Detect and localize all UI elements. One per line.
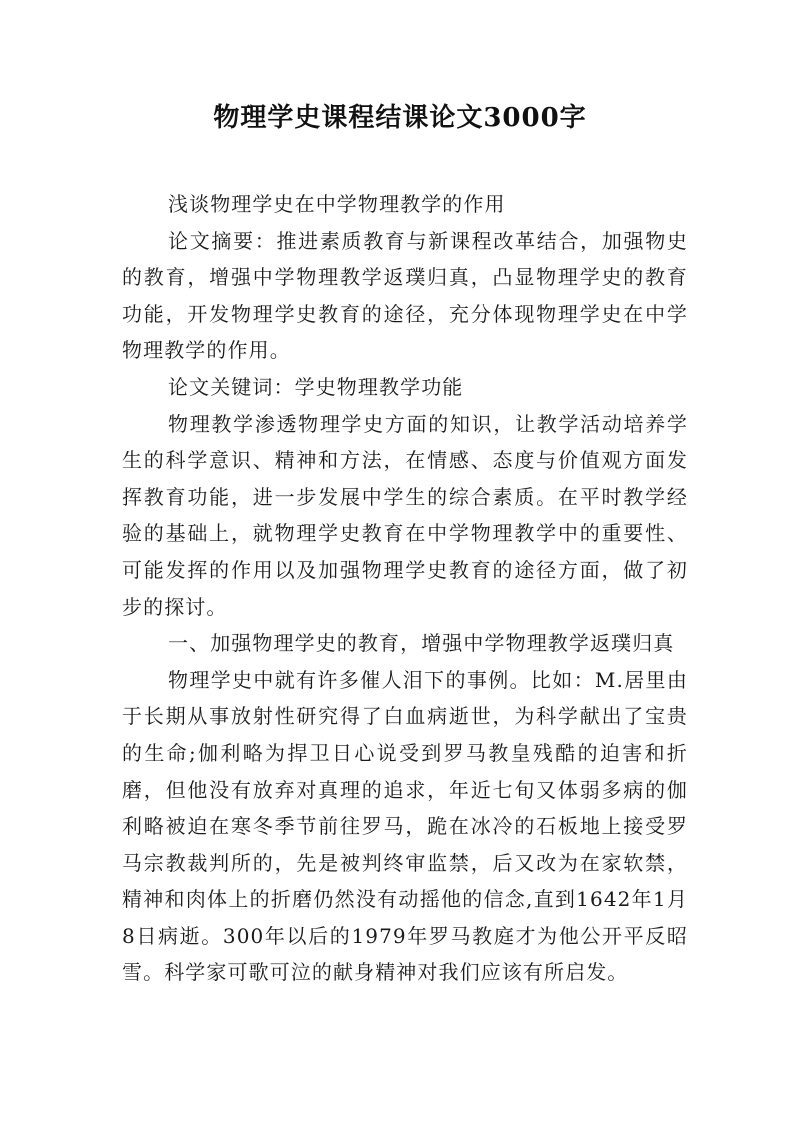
intro-paragraph: 物理教学渗透物理学史方面的知识，让教学活动培养学生的科学意识、精神和方法，在情感、态度与价值观方面发挥教育功能，进一步发展中学生的综合素质。在平时教学经验的基础上，就物理学史教育在中学物理教学中的重要性、可能发挥的作用以及加强物理学史教育的途径方面，做了初步的探讨。: [122, 411, 688, 619]
abstract-paragraph: 论文摘要：推进素质教育与新课程改革结合，加强物史的教育，增强中学物理教学返璞归真，凸显物理学史的教育功能，开发物理学史教育的途径，充分体现物理学史在中学物理教学的作用。: [122, 228, 688, 363]
keywords-paragraph: 论文关键词：学史物理教学功能: [168, 374, 464, 399]
section-heading: 一、加强物理学史的教育，增强中学物理教学返璞归真: [168, 631, 675, 656]
document-title: 物理学史课程结课论文3000字: [213, 103, 587, 133]
document-body: [122, 186, 688, 991]
body-paragraph: 物理学史中就有许多催人泪下的事例。比如：M.居里由于长期从事放射性研究得了白血病逝世，为科学献出了宝贵的生命;伽利略为捍卫日心说受到罗马教皇残酷的迫害和折磨，但他没有放弃对真理的追求，年近七旬又体弱多病的伽利略被迫在寒冬季节前往罗马，跪在冰冷的石板地上接受罗马宗教裁判所的，先是被判终审监禁，后又改为在家软禁，精神和肉体上的折磨仍然没有动摇他的信念,直到1642年1月8日病逝。300年以后的1979年罗马教庭才为他公开平反昭雪。科学家可歌可泣的献身精神对我们应该有所启发。: [122, 667, 688, 985]
subtitle-paragraph: 浅谈物理学史在中学物理教学的作用: [168, 192, 506, 216]
